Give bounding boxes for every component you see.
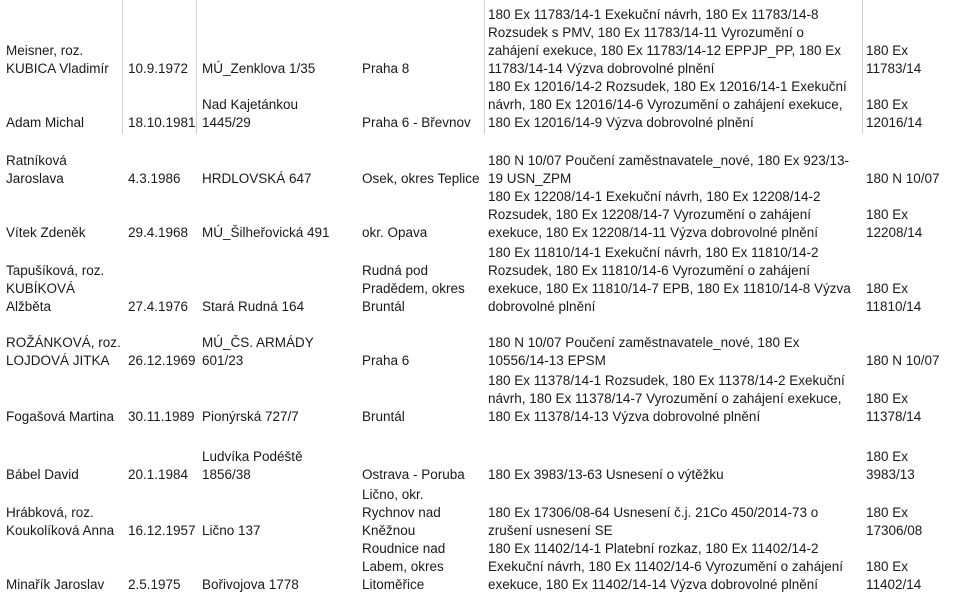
- table-row: [0, 0, 960, 78]
- document-description: 180 Ex 12208/14-1 Exekuční návrh, 180 Ex 12208/14-2 Rozsudek, 180 Ex 12208/14-7 Vyrozumění o zahájení exekuce, 180 Ex 12208/14-11 Výzva dobrovolné plnění: [488, 189, 821, 240]
- person-name: Vítek Zdeněk: [6, 225, 86, 240]
- birth-date: 10.9.1972: [128, 61, 189, 76]
- city: Osek, okres Teplice: [362, 171, 480, 186]
- birth-date: 27.4.1976: [128, 299, 189, 314]
- address: Ludvíka Podéště 1856/38: [202, 449, 303, 482]
- case-reference: 180 Ex 11783/14: [866, 43, 922, 76]
- case-reference: 180 Ex 17306/08: [866, 505, 923, 538]
- person-name: ROŽÁNKOVÁ, roz. LOJDOVÁ JITKA: [6, 335, 121, 368]
- document-description: 180 Ex 11810/14-1 Exekuční návrh, 180 Ex 11810/14-2 Rozsudek, 180 Ex 11810/14-6 Vyrozumění o zahájení exekuce, 180 Ex 11810/14-7 EPB, 180 Ex 11810/14-8 Výzva dobrovolné plnění: [488, 245, 851, 314]
- case-reference: 180 Ex 12016/14: [866, 97, 923, 130]
- table-row: [0, 440, 960, 484]
- table-row: [0, 484, 960, 540]
- city: Lično, okr. Rychnov nad Kněžnou: [362, 487, 441, 538]
- document-description: 180 N 10/07 Poučení zaměstnavatele_nové, 180 Ex 10556/14-13 EPSM: [488, 335, 800, 368]
- person-name: Fogašová Martina: [6, 409, 115, 424]
- birth-date: 2.5.1975: [128, 577, 181, 592]
- city: Praha 6 - Břevnov: [362, 115, 471, 130]
- case-reference: 180 Ex 11402/14: [866, 559, 922, 592]
- case-reference: 180 N 10/07: [866, 353, 940, 368]
- address: Bořivojova 1778: [202, 577, 299, 592]
- city: Praha 6: [362, 353, 410, 368]
- table-row: [0, 150, 960, 188]
- address: MÚ_ČS. ARMÁDY 601/23: [202, 335, 314, 368]
- table-row: [0, 188, 960, 242]
- birth-date: 30.11.1989: [128, 409, 195, 424]
- table-row: [0, 242, 960, 316]
- city: Praha 8: [362, 61, 410, 76]
- birth-date: 18.10.1981: [128, 115, 196, 130]
- table-row: [0, 370, 960, 426]
- case-reference: 180 N 10/07: [866, 171, 940, 186]
- birth-date: 16.12.1957: [128, 523, 196, 538]
- case-reference: 180 Ex 3983/13: [866, 449, 915, 482]
- document-description: 180 Ex 11783/14-1 Exekuční návrh, 180 Ex 11783/14-8 Rozsudek s PMV, 180 Ex 11783/14-11 Vyrozumění o zahájení exekuce, 180 Ex 11783/14-12 EPPJP_PP, 180 Ex 11783/14-14 Výzva dobrovolné plnění: [488, 7, 841, 76]
- birth-date: 29.4.1968: [128, 225, 189, 240]
- document-description: 180 Ex 17306/08-64 Usnesení č.j. 21Co 450/2014-73 o zrušení usnesení SE: [488, 505, 819, 538]
- document-description: 180 Ex 11378/14-1 Rozsudek, 180 Ex 11378/14-2 Exekuční návrh, 180 Ex 11378/14-7 Vyrozumění o zahájení exekuce, 180 Ex 11378/14-13 Výzva dobrovolné plnění: [488, 373, 845, 424]
- address: Nad Kajetánkou 1445/29: [202, 97, 299, 130]
- person-name: Minařík Jaroslav: [6, 577, 105, 592]
- address: Pionýrská 727/7: [202, 409, 299, 424]
- document-description: 180 Ex 12016/14-2 Rozsudek, 180 Ex 12016/14-1 Exekuční návrh, 180 Ex 12016/14-6 Vyrozumění o zahájení exekuce, 180 Ex 12016/14-9 Výzva dobrovolné plnění: [488, 79, 847, 130]
- address: Lično 137: [202, 523, 261, 538]
- city: okr. Opava: [362, 225, 428, 240]
- address: HRDLOVSKÁ 647: [202, 171, 312, 186]
- table-row: [0, 78, 960, 132]
- table-row: [0, 540, 960, 594]
- case-reference: 180 Ex 11810/14: [866, 281, 922, 314]
- case-reference: 180 Ex 11378/14: [866, 391, 922, 424]
- person-name: Hrábková, roz. Koukolíková Anna: [6, 505, 115, 538]
- city: Roudnice nad Labem, okres Litoměřice: [362, 541, 446, 592]
- address: Stará Rudná 164: [202, 299, 305, 314]
- person-name: Bábel David: [6, 467, 79, 482]
- person-name: Adam Michal: [6, 115, 85, 130]
- city: Bruntál: [362, 409, 405, 424]
- table-row: [0, 332, 960, 370]
- document-description: 180 Ex 3983/13-63 Usnesení o výtěžku: [488, 467, 724, 482]
- city: Ostrava - Poruba: [362, 467, 465, 482]
- person-name: Ratníková Jaroslava: [6, 153, 67, 186]
- birth-date: 4.3.1986: [128, 171, 181, 186]
- person-name: Tapušíková, roz. KUBÍKOVÁ Alžběta: [6, 263, 105, 314]
- city: Rudná pod Pradědem, okres Bruntál: [362, 263, 465, 314]
- birth-date: 26.12.1969: [128, 353, 196, 368]
- document-description: 180 N 10/07 Poučení zaměstnavatele_nové, 180 Ex 923/13- 19 USN_ZPM: [488, 153, 849, 186]
- address: MÚ_Zenklova 1/35: [202, 61, 316, 76]
- address: MÚ_Šilheřovická 491: [202, 225, 330, 240]
- person-name: Meisner, roz. KUBICA Vladimír: [6, 43, 109, 76]
- case-reference: 180 Ex 12208/14: [866, 207, 923, 240]
- document-description: 180 Ex 11402/14-1 Platební rozkaz, 180 Ex 11402/14-2 Exekuční návrh, 180 Ex 11402/14-6 Vyrozumění o zahájení exekuce, 180 Ex 11402/14-14 Výzva dobrovolné plnění: [488, 541, 843, 592]
- birth-date: 20.1.1984: [128, 467, 189, 482]
